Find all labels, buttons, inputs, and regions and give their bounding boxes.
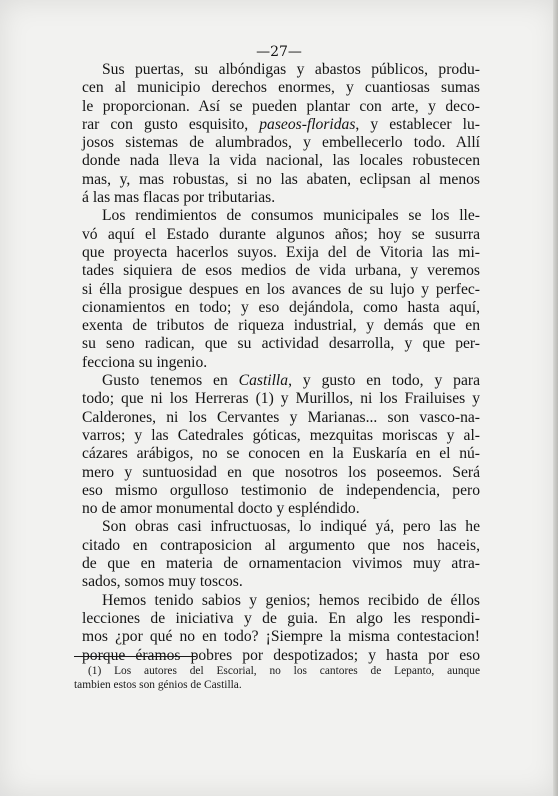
text-line: cionamientos en todo; y eso dejándola, como hasta aquí,	[82, 298, 480, 316]
text-line: eso mismo orgulloso testimonio de independencia, pero	[82, 481, 480, 499]
text-line: su seno radican, que su actividad desarrolla, y que per-	[82, 335, 480, 353]
text-line: mero y suntuosidad en que nosotros los poseemos. Será	[82, 463, 480, 481]
text-line: varros; y las Catedrales góticas, mezquitas moriscas y al-	[82, 426, 480, 444]
text-line: porque éramos pobres por despotizados; y hasta por eso	[82, 646, 480, 664]
text-line: Sus puertas, su albóndigas y abastos públicos, produ-	[102, 61, 480, 78]
text-line: josos sistemas de alumbrados, y embellecerlo todo. Allí	[82, 134, 480, 152]
text-line: mos ¿por qué no en todo? ¡Siempre la misma contestacion!	[82, 628, 480, 646]
text-line: no de amor monumental docto y espléndido.	[82, 500, 360, 518]
page-number: —27—	[256, 44, 302, 60]
text-line: de que en materia de ornamentacion vivimos muy atra-	[82, 555, 480, 573]
text-line: fecciona su ingenio.	[82, 353, 208, 371]
text-line: cen al municipio derechos enormes, y cuantiosas sumas	[82, 79, 480, 97]
italic-text: Castilla	[238, 372, 289, 390]
footnote-rule	[74, 656, 196, 657]
text-line: á las mas flacas por tributarias.	[82, 189, 276, 207]
text-line: rar con gusto esquisito, paseos-floridas, y establecer lu-	[82, 115, 480, 133]
text-line: exenta de tributos de riqueza industrial, y demás que en	[82, 317, 480, 335]
footnote-line: tambien estos son génios de Castilla.	[74, 678, 242, 691]
text-line: Gusto tenemos en Castilla, y gusto en todo, y para	[102, 372, 480, 390]
text-line: citado en contraposicion al argumento que nos haceis,	[82, 536, 480, 554]
text-line: lecciones de iniciativa y de guia. En algo les respondi-	[82, 609, 480, 627]
text-line: Hemos tenido sabios y genios; hemos recibido de éllos	[102, 591, 480, 609]
text-line: vó aquí el Estado durante algunos años; hoy se susurra	[82, 225, 480, 243]
page-edge-shadow	[553, 0, 558, 796]
footnote	[74, 665, 480, 692]
footnote-line: (1) Los autores del Escorial, no los cantores de Lepanto, aunque	[88, 665, 480, 677]
text-line: si élla prosigue despues en los avances de su lujo y perfec-	[82, 280, 480, 298]
text-line: le proporcionan. Así se pueden plantar con arte, y deco-	[82, 97, 480, 115]
text-line: cázares arábigos, no se conocen en la Euskaría en el nú-	[82, 445, 480, 463]
text-line: sados, somos muy toscos.	[82, 573, 243, 591]
text-line: que proyecta hacerlos suyos. Exija del de Vitoria las mi-	[82, 243, 480, 261]
text-line: Calderones, ni los Cervantes y Marianas... son vasco-na-	[82, 408, 480, 426]
text-line: donde nada lleva la vida nacional, las locales robustecen	[82, 152, 480, 170]
text-line: mas, y, mas robustas, si no las abaten, eclipsan al menos	[82, 170, 480, 188]
text-line: Son obras casi infructuosas, lo indiqué yá, pero las he	[102, 518, 480, 536]
text-line: tades siquiera de esos medios de vida urbana, y veremos	[82, 262, 480, 280]
body-text	[82, 61, 480, 665]
text-line: todo; que ni los Herreras (1) y Murillos, ni los Frailuises y	[82, 390, 480, 408]
italic-text: paseos-floridas	[259, 115, 356, 133]
text-line: Los rendimientos de consumos municipales se los lle-	[102, 207, 480, 225]
